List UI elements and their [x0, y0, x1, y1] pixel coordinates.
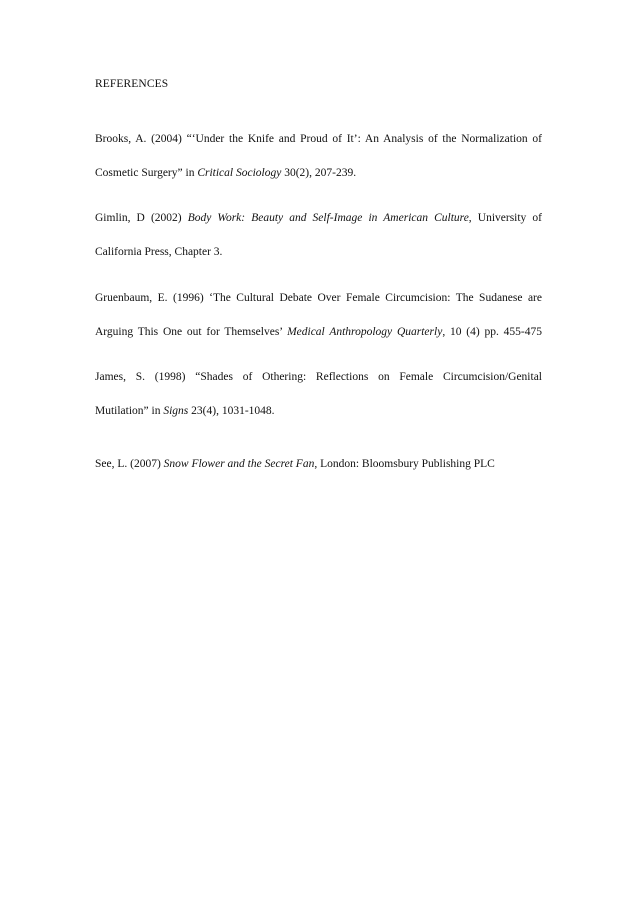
reference-line: [95, 315, 542, 349]
reference-text: James, S. (1998) “Shades of Othering: Reflections on Female Circumcision/Genital: [95, 371, 542, 383]
reference-entry-see: [95, 447, 542, 481]
reference-line: [95, 281, 542, 315]
reference-line: [95, 394, 542, 428]
references-heading: REFERENCES: [95, 78, 169, 90]
reference-line: [95, 360, 542, 394]
reference-text: , University of: [468, 212, 542, 224]
reference-line: [95, 156, 542, 190]
reference-text: Gimlin, D (2002): [95, 212, 188, 224]
reference-text: , 10 (4) pp. 455-475: [442, 326, 542, 338]
reference-text: 30(2), 207-239.: [281, 167, 357, 179]
journal-title: Medical Anthropology Quarterly: [287, 326, 443, 338]
reference-line: [95, 447, 542, 481]
reference-text: Brooks, A. (2004) “‘Under the Knife and Proud of It’: An Analysis of the Normalization of: [95, 133, 542, 145]
reference-text: Arguing This One out for Themselves’: [95, 326, 288, 338]
reference-text: Gruenbaum, E. (1996) ‘The Cultural Debate Over Female Circumcision: The Sudanese are: [95, 292, 542, 304]
book-title: Body Work: Beauty and Self-Image in American Culture: [187, 212, 469, 224]
reference-entry-james: [95, 360, 542, 428]
reference-line: [95, 235, 542, 269]
journal-title: Signs: [163, 405, 189, 417]
reference-entry-gruenbaum: [95, 281, 542, 349]
reference-text: California Press, Chapter 3.: [95, 246, 223, 258]
reference-line: [95, 201, 542, 235]
book-title: Snow Flower and the Secret Fan: [163, 458, 315, 470]
reference-text: Mutilation” in: [95, 405, 164, 417]
journal-title: Critical Sociology: [197, 167, 282, 179]
reference-text: 23(4), 1031-1048.: [188, 405, 275, 417]
reference-text: , London: Bloomsbury Publishing PLC: [314, 458, 495, 470]
reference-text: Cosmetic Surgery” in: [95, 167, 198, 179]
reference-text: See, L. (2007): [95, 458, 164, 470]
reference-entry-gimlin: [95, 201, 542, 269]
reference-line: [95, 122, 542, 156]
reference-entry-brooks: [95, 122, 542, 190]
